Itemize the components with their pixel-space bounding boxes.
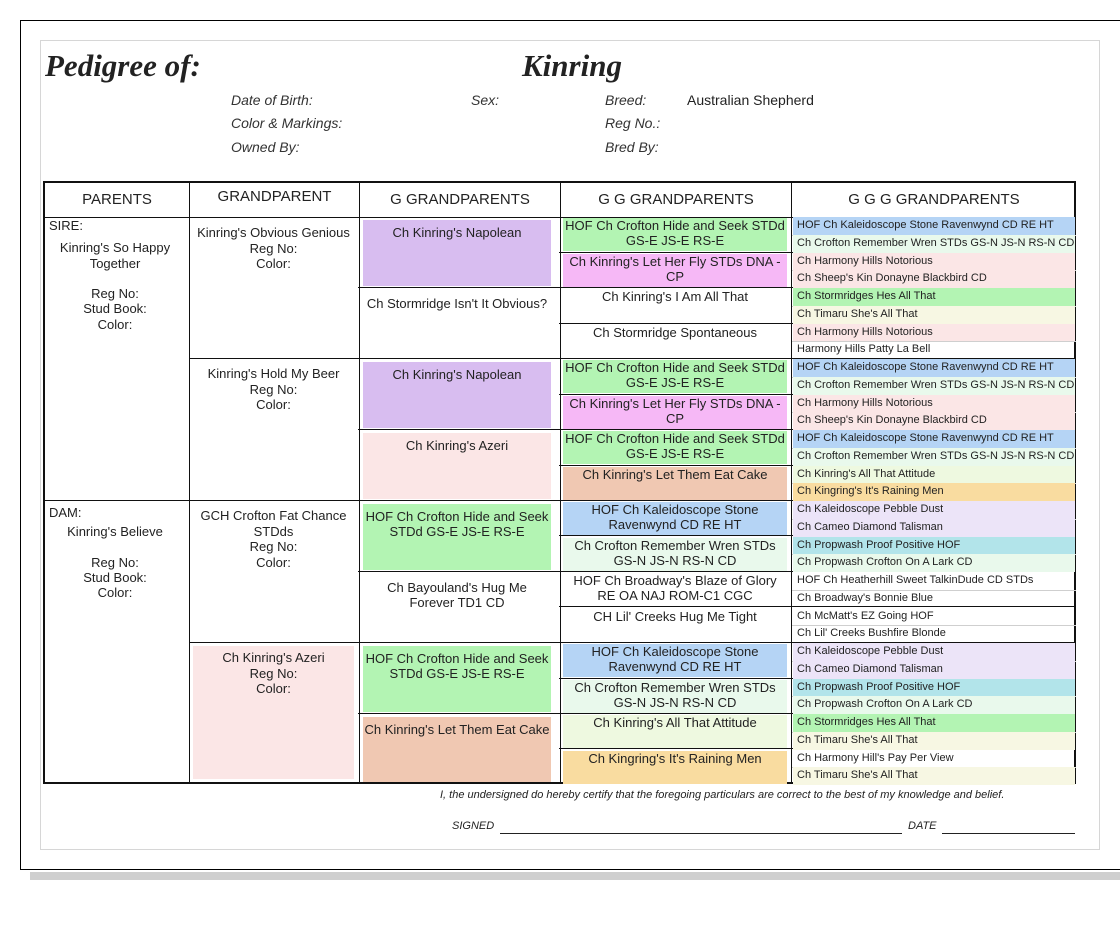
ggg-grandparent-28: Ch Propwash Crofton On A Lark CD — [793, 696, 1075, 714]
column-header-grandparent: GRANDPARENT — [217, 188, 332, 205]
grandparent-name: GCH Crofton Fat Chance STDds — [200, 508, 347, 539]
grandparent-1 — [195, 225, 352, 272]
gg-grandparent-3: Ch Kinring's I Am All That — [601, 289, 749, 304]
date-label: DATE — [908, 820, 937, 832]
ggg-grandparent-22: Ch Broadway's Bonnie Blue — [797, 591, 934, 604]
grandparent-2 — [195, 366, 352, 413]
g-grandparent-5: HOF Ch Crofton Hide and Seek STDd GS-E JS-E RS-E — [365, 509, 549, 539]
sire-reg: Reg No: — [91, 286, 139, 301]
sire-color: Color: — [97, 317, 133, 332]
column-divider — [359, 183, 360, 782]
ggg-grandparent-10: Ch Crofton Remember Wren STDs GS-N JS-N RS-N CD — [793, 377, 1075, 395]
ggg-grandparent-8: Harmony Hills Patty La Bell — [797, 343, 931, 356]
grandparent-color: Color: — [256, 397, 291, 412]
ggg-grandparent-19: Ch Propwash Proof Positive HOF — [793, 537, 1075, 555]
grandparent-reg: Reg No: — [249, 381, 298, 397]
grandparent-color: Color: — [256, 256, 291, 271]
dam-role: DAM: — [49, 505, 82, 520]
reg-no-label: Reg No.: — [605, 115, 661, 131]
ggg-grandparent-7: Ch Harmony Hills Notorious — [793, 324, 1075, 342]
gg-grandparent-4: Ch Stormridge Spontaneous — [592, 324, 758, 340]
ggg-grandparent-27: Ch Propwash Proof Positive HOF — [793, 679, 1075, 697]
gg-grandparent-14: Ch Crofton Remember Wren STDs GS-N JS-N RS-N CD — [574, 679, 776, 710]
ggg-grandparent-3: Ch Harmony Hills Notorious — [793, 253, 1075, 271]
ggg-grandparent-12: Ch Sheep's Kin Donayne Blackbird CD — [793, 412, 1075, 430]
certification-text: I, the undersigned do hereby certify that the foregoing particulars are correct to the best of my knowledge and belief. — [440, 789, 1005, 801]
gg-grandparent-9: HOF Ch Kaleidoscope Stone Ravenwynd CD RE HT — [591, 502, 759, 532]
ggg-grandparent-2: Ch Crofton Remember Wren STDs GS-N JS-N RS-N CD — [793, 235, 1075, 253]
grandparent-reg: Reg No: — [249, 665, 298, 681]
grandparent-reg: Reg No: — [249, 240, 298, 256]
ggg-grandparent-6: Ch Timaru She's All That — [793, 306, 1075, 324]
g-grandparent-8: Ch Kinring's Let Them Eat Cake — [364, 722, 550, 737]
ggg-grandparent-21: HOF Ch Heatherhill Sweet TalkinDude CD STDs — [797, 574, 1034, 586]
ggg-grandparent-9: HOF Ch Kaleidoscope Stone Ravenwynd CD RE HT — [793, 359, 1075, 377]
ggg-grandparent-30: Ch Timaru She's All That — [793, 732, 1075, 750]
ggg-grandparent-18: Ch Cameo Diamond Talisman — [793, 519, 1075, 537]
g-grandparent-7: HOF Ch Crofton Hide and Seek STDd GS-E JS-E RS-E — [365, 651, 549, 681]
sire-role: SIRE: — [49, 218, 83, 233]
ggg-grandparent-11: Ch Harmony Hills Notorious — [793, 395, 1075, 413]
date-line[interactable] — [942, 833, 1075, 834]
grandparent-name: Kinring's Obvious Genious — [197, 225, 350, 240]
signature-line[interactable] — [500, 833, 902, 834]
ggg-grandparent-16: Ch Kingring's It's Raining Men — [793, 483, 1075, 501]
grandparent-reg: Reg No: — [249, 539, 298, 554]
column-divider — [560, 183, 561, 782]
ggg-grandparent-32: Ch Timaru She's All That — [793, 767, 1075, 785]
grandparent-color: Color: — [256, 554, 291, 570]
ggg-grandparent-14: Ch Crofton Remember Wren STDs GS-N JS-N RS-N CD — [793, 448, 1075, 466]
sex-label: Sex: — [471, 92, 500, 108]
gg-grandparent-16: Ch Kingring's It's Raining Men — [588, 750, 762, 766]
gg-grandparent-2: Ch Kinring's Let Her Fly STDs DNA -CP — [569, 253, 781, 284]
ggg-grandparent-25: Ch Kaleidoscope Pebble Dust — [793, 643, 1075, 661]
g-grandparent-2: Ch Stormridge Isn't It Obvious? — [366, 296, 548, 311]
dam-name: Kinring's Believe — [67, 524, 163, 539]
ggg-grandparent-13: HOF Ch Kaleidoscope Stone Ravenwynd CD RE HT — [793, 430, 1075, 448]
ggg-grandparent-15: Ch Kinring's All That Attitude — [793, 466, 1075, 484]
bred-by-label: Bred By: — [605, 139, 659, 155]
page-shadow — [30, 872, 1120, 880]
sire-name: Kinring's So Happy Together — [59, 240, 171, 271]
ggg-grandparent-20: Ch Propwash Crofton On A Lark CD — [793, 554, 1075, 572]
grandparent-3 — [195, 508, 352, 570]
column-header-parents: PARENTS — [82, 191, 152, 208]
pedigree-label: Pedigree of: — [45, 48, 201, 83]
grandparent-name: Kinring's Hold My Beer — [207, 366, 340, 381]
gg-grandparent-15: Ch Kinring's All That Attitude — [593, 715, 757, 730]
column-header-gg-grandparents: G G GRANDPARENTS — [598, 191, 754, 208]
breed-value: Australian Shepherd — [687, 92, 814, 108]
owned-by-label: Owned By: — [231, 139, 300, 155]
ggg-grandparent-23: Ch McMatt's EZ Going HOF — [797, 609, 934, 622]
grandparent-color: Color: — [256, 681, 291, 696]
breed-label: Breed: — [605, 92, 647, 108]
gg-grandparent-7: HOF Ch Crofton Hide and Seek STDd GS-E JS-E RS-E — [565, 431, 785, 461]
ggg-grandparent-24: Ch Lil' Creeks Bushfire Blonde — [797, 627, 946, 640]
g-grandparent-4: Ch Kinring's Azeri — [405, 438, 509, 453]
grandparent-4 — [195, 650, 352, 697]
ggg-grandparent-4: Ch Sheep's Kin Donayne Blackbird CD — [793, 270, 1075, 288]
ggg-grandparent-26: Ch Cameo Diamond Talisman — [793, 661, 1075, 679]
ggg-grandparent-31: Ch Harmony Hill's Pay Per View — [797, 751, 954, 764]
gg-grandparent-5: HOF Ch Crofton Hide and Seek STDd GS-E JS-E RS-E — [565, 360, 785, 390]
ggg-grandparent-29: Ch Stormridges Hes All That — [793, 714, 1075, 732]
signed-label: SIGNED — [452, 820, 495, 832]
g-grandparent-3: Ch Kinring's Napolean — [392, 367, 522, 382]
grandparent-name: Ch Kinring's Azeri — [222, 650, 325, 665]
dog-name: Kinring — [522, 48, 622, 83]
gg-grandparent-10: Ch Crofton Remember Wren STDs GS-N JS-N RS-N CD — [574, 537, 776, 568]
dam-color: Color: — [97, 585, 133, 600]
g-grandparent-6: Ch Bayouland's Hug Me Forever TD1 CD — [387, 580, 527, 610]
ggg-grandparent-1: HOF Ch Kaleidoscope Stone Ravenwynd CD RE HT — [793, 217, 1075, 235]
gg-grandparent-13: HOF Ch Kaleidoscope Stone Ravenwynd CD RE HT — [591, 644, 759, 674]
dob-label: Date of Birth: — [231, 92, 313, 108]
sire-stud-book: Stud Book: — [83, 301, 147, 316]
column-header-ggg-grandparents: G G G GRANDPARENTS — [848, 191, 1020, 208]
column-divider — [189, 183, 190, 782]
g-grandparent-1: Ch Kinring's Napolean — [392, 225, 522, 240]
gg-grandparent-1: HOF Ch Crofton Hide and Seek STDd GS-E JS-E RS-E — [565, 218, 785, 248]
gg-grandparent-6: Ch Kinring's Let Her Fly STDs DNA -CP — [569, 395, 781, 426]
column-header-g-grandparents: G GRANDPARENTS — [390, 191, 530, 208]
ggg-grandparent-5: Ch Stormridges Hes All That — [793, 288, 1075, 306]
color-markings-label: Color & Markings: — [231, 115, 343, 131]
gg-grandparent-12: CH Lil' Creeks Hug Me Tight — [593, 608, 757, 624]
dam-stud-book: Stud Book: — [83, 570, 147, 585]
dam-reg: Reg No: — [91, 555, 139, 570]
gg-grandparent-11: HOF Ch Broadway's Blaze of Glory RE OA NAJ ROM-C1 CGC — [573, 573, 777, 603]
ggg-grandparent-17: Ch Kaleidoscope Pebble Dust — [793, 501, 1075, 519]
gg-grandparent-8: Ch Kinring's Let Them Eat Cake — [582, 466, 768, 482]
